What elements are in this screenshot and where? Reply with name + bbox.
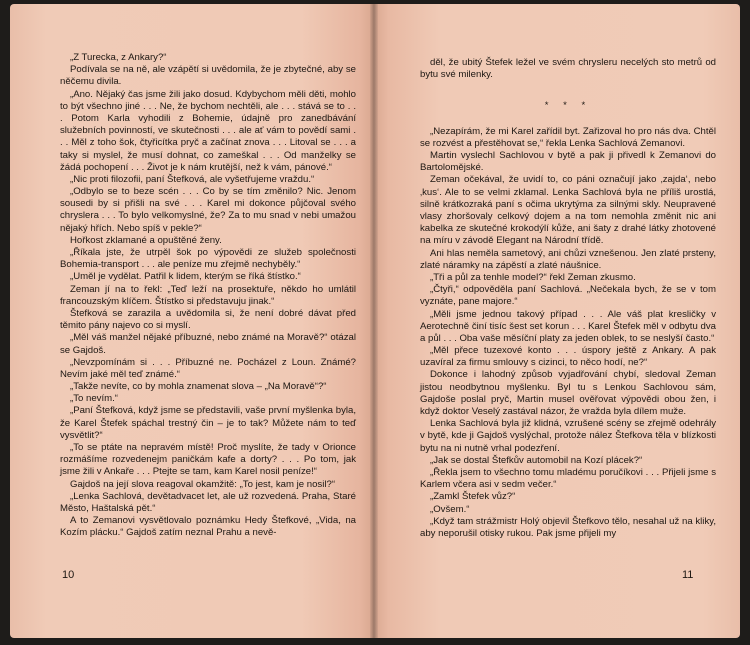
paragraph: A to Zemanovi vysvětlovalo poznámku Hedy Štefkové, „Vida, na Kozím plácku.“ Gajdoš zatím neznal Prahu a nevě-: [60, 515, 356, 539]
right-page-text: [420, 57, 716, 540]
paragraph: „Takže nevíte, co by mohla znamenat slova – „Na Moravě“?“: [70, 381, 327, 393]
book-gutter: [370, 4, 378, 638]
paragraph: Zeman jí na to řekl: „Teď leží na prosektuře, někdo ho umlátil francouzským klíčem. Štístko si představuju jinak.“: [60, 283, 356, 307]
paragraph: „Paní Štefková, když jsme se představili, vaše první myšlenka byla, že Karel Štefek spáchal trestný čin – je to tak? Můžete nám to teď vysvětlit?“: [60, 405, 356, 441]
blank-line: [420, 81, 716, 93]
paragraph: děl, že ubitý Štefek ležel ve svém chrysleru necelých sto metrů od bytu své milenky.: [420, 57, 716, 81]
left-page: [10, 4, 374, 638]
paragraph: „Ano. Nějaký čas jsme žili jako dosud. Kdybychom měli děti, mohlo to být všechno jiné . . . Ne, že bychom nechtěli, ale . . . stává se to . . . Potom Karla vyhodili z Bohemie, údajně pro zanedbávání služebních povinností, ve skutečnosti . . . ale ať vám to povědí sami . . . Měl z toho šok, čtyřicítka pryč a začínat znova . . . Litoval se . . . a taky si myslel, že musí dohnat, co zameškal . . . Od manželky se žádá pochopení . . . Život je k nám krutější, než k vám, pánové.“: [60, 88, 356, 173]
paragraph: „Říkala jste, že utrpěl šok po výpovědi ze služeb společnosti Bohemia-transport . . . ale peníze mu zřejmě nechyběly.“: [60, 247, 356, 271]
paragraph: Štefková se zarazila a uvědomila si, že není dobré dávat před těmito pány najevo co si myslí.: [60, 307, 356, 332]
paragraph: Zeman očekával, že uvidí to, co páni označují jako ‚zajda‘, nebo ‚kus‘. Ale to se velmi zklamal. Lenka Sachlová byla ne příliš urostlá, silně krátkozraká paní s očima ukrytýma za silnými skly. Neupravené vlasy zhoršovaly celkový dojem a na tom nemohla změnit nic ani kabelka ze skutečné krokodýlí kůže, ani šaty z drahé látky zhotovené na míru v závodě Elegant na Národní třídě.: [420, 174, 716, 247]
paragraph: „Nevzpomínám si . . . Příbuzné ne. Pocházel z Loun. Známé? Nevím jaké měl teď známé.“: [60, 356, 356, 380]
paragraph: Ani hlas neměla sametový, ani chůzi vznešenou. Jen zlaté prsteny, zlaté náramky na zápěstí a zlaté náušnice.: [420, 247, 716, 271]
paragraph: „Nic proti filozofii, paní Štefková, ale vyšetřujeme vraždu.“: [70, 173, 315, 185]
paragraph: „To se ptáte na nepravém místě! Proč myslíte, že tady v Orionce rozmášíme rozvedenejm paničkám kafe a dorty? . . . Po tom, jak jsme žili v Ankaře . . . Ptejte se tam, kam Karel nosil peníze!“: [60, 442, 356, 478]
paragraph: Lenka Sachlová byla již klidná, vzrušené scény se zřejmě odehrály v bytě, kde ji Gajdoš vyslýchal, protože nález Štefkova těla v blízkosti bytu na ni nutně vrhal podezření.: [420, 418, 716, 454]
right-page-number: 11: [682, 569, 694, 581]
paragraph: Hořkost zklamané a opuštěné ženy.: [70, 234, 222, 246]
paragraph: „Ovšem.“: [430, 503, 470, 515]
paragraph: Dokonce i lahodný způsob vyjadřování chybí, sledoval Zeman jistou neodbytnou myšlenku. Byl tu s Lenkou Sachlovou sám, Gajdoše poslal pryč, Martin musel ověřovat výpovědi obou žen, i když doktor Veselý zastával názor, že vražda byla dílem muže.: [420, 369, 716, 418]
paragraph: „To nevím.“: [70, 393, 118, 405]
paragraph: Podívala se na ně, ale vzápětí si uvědomila, že je zbytečné, aby se něčemu divila.: [60, 64, 356, 88]
paragraph: Gajdoš na její slova reagoval okamžitě: „To jest, kam je nosil?“: [70, 478, 336, 490]
paragraph: „Uměl je vydělat. Patřil k lidem, kterým se říká štístko.“: [70, 271, 301, 283]
left-page-number: 10: [62, 569, 75, 581]
paragraph: „Řekla jsem to všechno tomu mladému poručíkovi . . . Přijeli jsme s Karlem včera asi v sedm večer.“: [420, 466, 716, 491]
paragraph: „Z Turecka, z Ankary?“: [70, 52, 167, 63]
paragraph: „Jak se dostal Štefkův automobil na Kozí plácek?“: [430, 454, 643, 466]
section-break: * * *: [544, 99, 592, 111]
paragraph: „Tři a půl za tenhle model?“ řekl Zeman zkusmo.: [430, 271, 636, 283]
paragraph: „Čtyři,“ odpověděla paní Sachlová. „Nečekala bych, že se v tom vyznáte, pane majore.“: [420, 284, 716, 308]
paragraph: „Měli jsme jednou takový případ . . . Ale váš plat kresličky v Aerotechně činí tisíc šest set korun . . . Karel Štefek měl v odbytu dva a půl . . . Oba vaše měsíční platy za jeden oblek, to se neslyší často.“: [420, 308, 716, 344]
paragraph: „Odbylo se to beze scén . . . Co by se tím změnilo? Nic. Jenom sousedi by si přišli na své . . . Karel mi dokonce půjčoval svého chryslera . . . To bylo velkomyslné, že? Za to mu snad v nebi umažou nějaký hřích. Nebo spíš v pekle?“: [60, 186, 356, 234]
paragraph: „Měl přece tuzexové konto . . . úspory ještě z Ankary. A pak uzavíral za firmu smlouvy s cizinci, to něco hodí, ne?“: [420, 345, 716, 369]
paragraph: „Když tam strážmistr Holý objevil Štefkovo tělo, nesahal už na kliky, aby neporušil otisky rukou. Pak jsme přijeli my: [420, 515, 716, 539]
right-page: [374, 4, 740, 638]
paragraph: „Lenka Sachlová, devětadvacet let, ale už rozvedená. Praha, Staré Město, Haštalská pět.“: [60, 490, 356, 514]
paragraph: Martin vyslechl Sachlovou v bytě a pak ji přivedl k Zemanovi do Bartolomějské.: [420, 150, 716, 174]
paragraph: „Zamkl Štefek vůz?“: [430, 491, 516, 503]
paragraph: „Měl váš manžel nějaké příbuzné, nebo známé na Moravě?“ otázal se Gajdoš.: [60, 332, 356, 356]
left-page-text: [60, 52, 356, 540]
paragraph: „Nezapírám, že mi Karel zařídil byt. Zařizoval ho pro nás dva. Chtěl se rozvést a přestěhovat se,“ řekla Lenka Sachlová Zemanovi.: [420, 125, 716, 149]
